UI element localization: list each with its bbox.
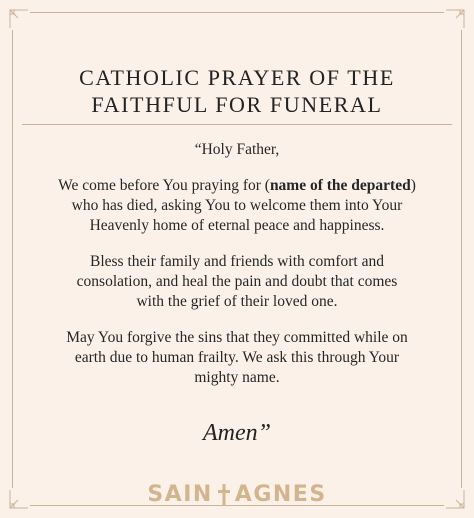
frame-top-line <box>30 12 444 13</box>
title-line-2: FAITHFUL FOR FUNERAL <box>91 92 383 117</box>
p1-line-1-post: ) <box>410 177 416 194</box>
departed-name-placeholder: name of the departed <box>269 177 411 194</box>
p2-line-2: consolation, and heal the pain and doubt that comes <box>76 273 398 290</box>
prayer-opening-text: “Holy Father, <box>194 141 280 158</box>
logo-text-left: SAIN <box>147 482 213 507</box>
p3-line-2: earth due to human frailty. We ask this through Your <box>74 349 400 366</box>
prayer-paragraph-2 <box>0 252 474 312</box>
corner-ornament-top-left <box>8 8 30 30</box>
title-line-1: CATHOLIC PRAYER OF THE <box>79 65 395 90</box>
title-divider <box>22 124 452 125</box>
p2-line-3: with the grief of their loved one. <box>136 293 338 310</box>
p3-line-1: May You forgive the sins that they committed while on <box>66 329 408 346</box>
p1-line-2: who has died, asking You to welcome them into Your <box>71 197 403 214</box>
prayer-opening <box>0 140 474 160</box>
cross-icon <box>216 483 232 507</box>
corner-ornament-top-right <box>444 8 466 30</box>
p1-line-1-pre: We come before You praying for ( <box>58 177 270 194</box>
prayer-closing: Amen” <box>203 420 271 446</box>
saint-agnes-logo <box>0 482 474 507</box>
prayer-paragraph-3 <box>0 328 474 388</box>
p1-line-3: Heavenly home of eternal peace and happiness. <box>89 217 385 234</box>
logo-text-right: AGNES <box>234 482 327 507</box>
p2-line-1: Bless their family and friends with comfort and <box>89 253 384 270</box>
p1-line-1 <box>0 176 474 196</box>
prayer-paragraph-1 <box>0 176 474 236</box>
page-title <box>0 64 474 118</box>
p3-line-3: mighty name. <box>194 369 280 386</box>
